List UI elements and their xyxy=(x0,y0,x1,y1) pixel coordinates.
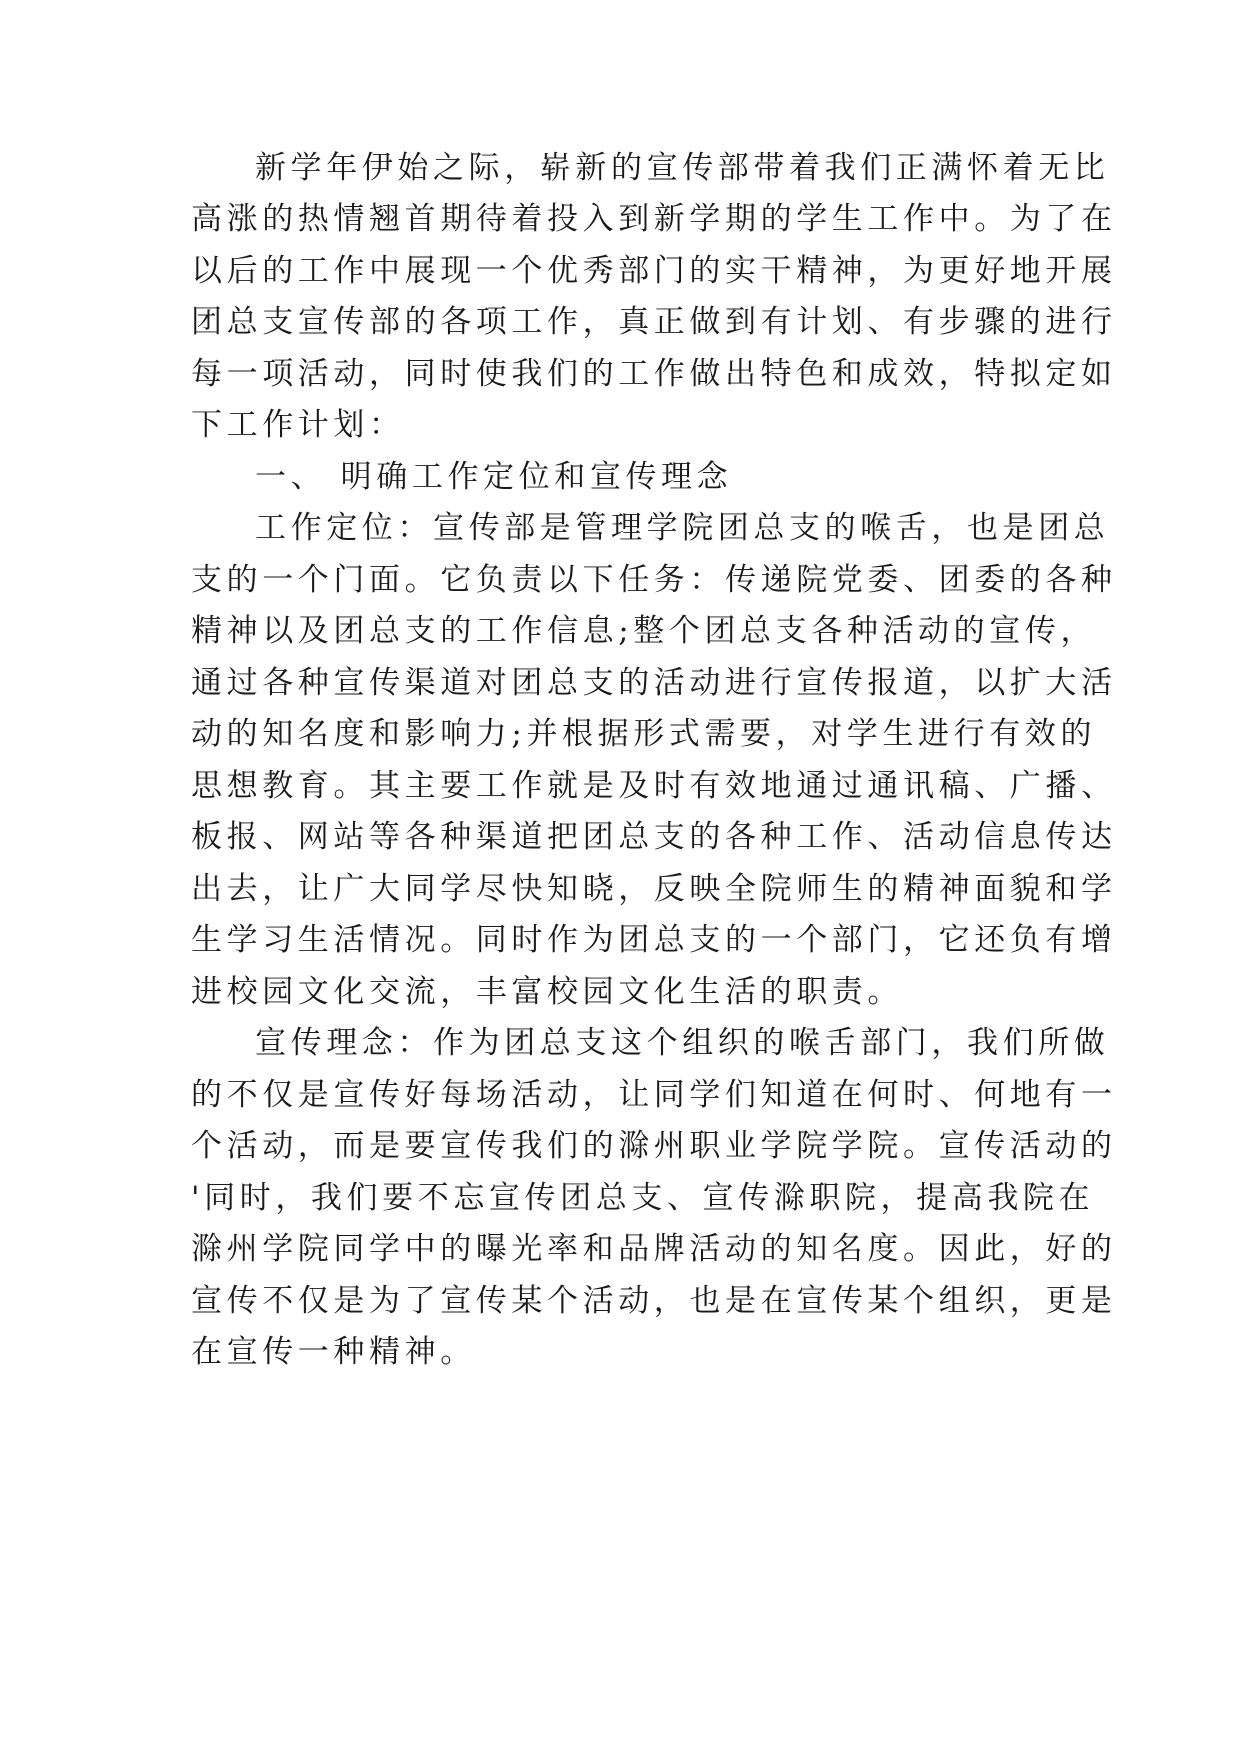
paragraph-2-line-5: 动的知名度和影响力;并根据形式需要，对学生进行有效的 xyxy=(191,716,1097,752)
paragraph-2-line-3: 精神以及团总支的工作信息;整个团总支各种活动的宣传， xyxy=(191,613,1097,649)
paragraph-1-line-3: 以后的工作中展现一个优秀部门的实干精神，为更好地开展 xyxy=(191,253,1117,289)
paragraph-2-line-8: 出去，让广大同学尽快知晓，反映全院师生的精神面貌和学 xyxy=(191,871,1117,907)
paragraph-2-line-7: 板报、网站等各种渠道把团总支的各种工作、活动信息传达 xyxy=(191,819,1117,855)
paragraph-2-line-9: 生学习生活情况。同时作为团总支的一个部门，它还负有增 xyxy=(191,922,1117,958)
paragraph-3-line-7: 在宣传一种精神。 xyxy=(191,1334,476,1370)
paragraph-1-line-2: 高涨的热情翘首期待着投入到新学期的学生工作中。为了在 xyxy=(191,201,1117,237)
paragraph-3-line-6: 宣传不仅是为了宣传某个活动，也是在宣传某个组织，更是 xyxy=(191,1283,1117,1319)
paragraph-2-line-10: 进校园文化交流，丰富校园文化生活的职责。 xyxy=(191,974,903,1010)
paragraph-3-line-2: 的不仅是宣传好每场活动，让同学们知道在何时、何地有一 xyxy=(191,1077,1117,1113)
section-heading: 一、 明确工作定位和宣传理念 xyxy=(255,459,733,495)
paragraph-1-line-5: 每一项活动，同时使我们的工作做出特色和成效，特拟定如 xyxy=(191,356,1117,392)
paragraph-2-line-2: 支的一个门面。它负责以下任务：传递院党委、团委的各种 xyxy=(191,562,1117,598)
paragraph-3-line-5: 滁州学院同学中的曝光率和品牌活动的知名度。因此，好的 xyxy=(191,1231,1117,1267)
paragraph-2-line-4: 通过各种宣传渠道对团总支的活动进行宣传报道，以扩大活 xyxy=(191,665,1117,701)
paragraph-1-line-4: 团总支宣传部的各项工作，真正做到有计划、有步骤的进行 xyxy=(191,304,1117,340)
paragraph-2-line-1: 工作定位：宣传部是管理学院团总支的喉舌，也是团总 xyxy=(255,510,1110,546)
paragraph-1-line-6: 下工作计划： xyxy=(191,407,405,443)
paragraph-2-line-6: 思想教育。其主要工作就是及时有效地通过通讯稿、广播、 xyxy=(191,768,1117,804)
paragraph-1-line-1: 新学年伊始之际，崭新的宣传部带着我们正满怀着无比 xyxy=(255,150,1110,186)
paragraph-3-line-4: '同时，我们要不忘宣传团总支、宣传滁职院，提高我院在 xyxy=(191,1180,1095,1216)
paragraph-3-line-3: 个活动，而是要宣传我们的滁州职业学院学院。宣传活动的 xyxy=(191,1128,1117,1164)
paragraph-3-line-1: 宣传理念：作为团总支这个组织的喉舌部门，我们所做 xyxy=(255,1025,1110,1061)
